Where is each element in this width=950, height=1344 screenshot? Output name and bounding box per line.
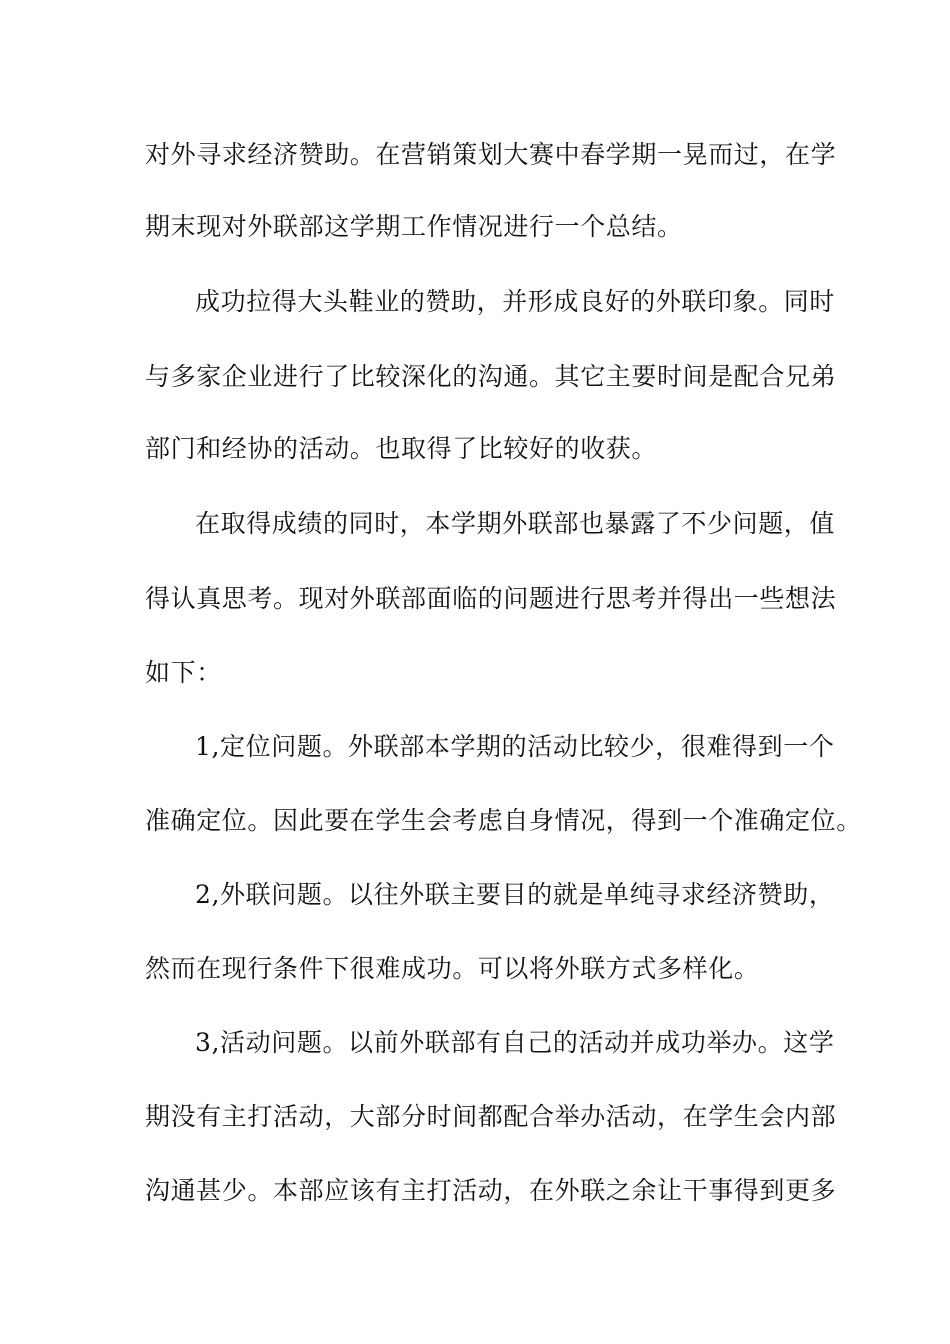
text-line: 期末现对外联部这学期工作情况进行一个总结。 [145,212,683,241]
text-line: 然而在现行条件下很难成功。可以将外联方式多样化。 [145,954,760,983]
text-line: 如下： [145,658,222,687]
paragraph-first-line: 3,活动问题。以前外联部有自己的活动并成功举办。这学 [195,1028,835,1057]
paragraph-first-line: 1,定位问题。外联部本学期的活动比较少，很难得到一个 [195,732,835,761]
text-line: 沟通甚少。本部应该有主打活动，在外联之余让干事得到更多 [145,1176,837,1205]
text-line: 准确定位。因此要在学生会考虑自身情况，得到一个准确定位。 [145,806,862,835]
text-line: 对外寻求经济赞助。在营销策划大赛中春学期一晃而过，在学 [145,140,837,169]
text-line: 与多家企业进行了比较深化的沟通。其它主要时间是配合兄弟 [145,362,837,391]
text-line: 期没有主打活动，大部分时间都配合举办活动，在学生会内部 [145,1102,837,1131]
paragraph-first-line: 2,外联问题。以往外联主要目的就是单纯寻求经济赞助， [195,880,835,909]
text-line: 部门和经协的活动。也取得了比较好的收获。 [145,434,658,463]
text-line: 得认真思考。现对外联部面临的问题进行思考并得出一些想法 [145,584,837,613]
paragraph-first-line: 在取得成绩的同时，本学期外联部也暴露了不少问题，值 [195,509,836,538]
paragraph-first-line: 成功拉得大头鞋业的赞助，并形成良好的外联印象。同时 [195,287,836,316]
